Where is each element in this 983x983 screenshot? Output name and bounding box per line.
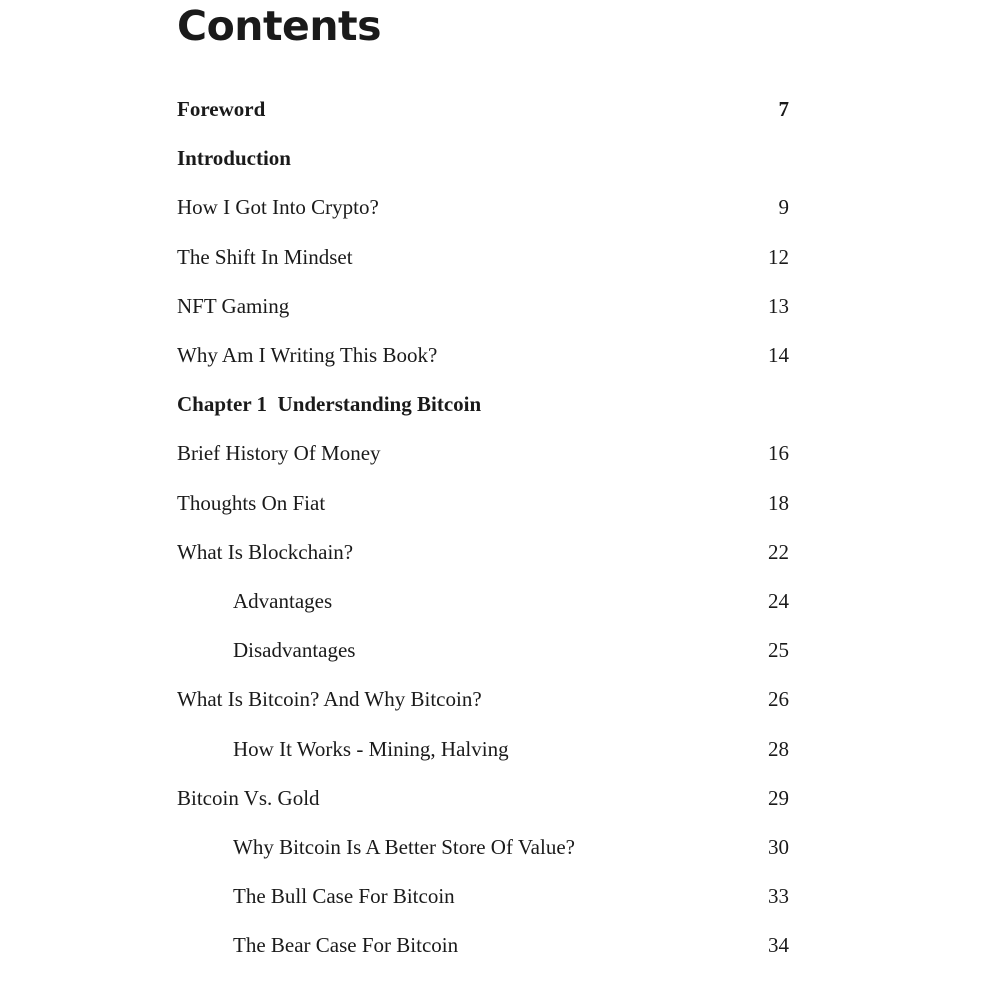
toc-subentry <box>177 577 789 626</box>
toc-entry-label: What Is Blockchain? <box>177 539 354 564</box>
toc-entry <box>177 233 789 282</box>
page-title: Contents <box>177 2 382 50</box>
toc-subentry <box>177 872 789 921</box>
toc-entry-page: 9 <box>778 195 789 220</box>
toc-entry-page: 22 <box>768 539 789 564</box>
toc-entry-page: 29 <box>768 785 789 810</box>
toc-entry-label: Bitcoin Vs. Gold <box>177 785 320 810</box>
toc-entry-label: The Bull Case For Bitcoin <box>233 884 455 909</box>
toc-entry-page: 28 <box>768 736 789 761</box>
toc-entry-page: 12 <box>768 244 789 269</box>
toc-entry-label: Disadvantages <box>233 638 356 663</box>
toc-entry-page: 13 <box>768 293 789 318</box>
toc-entry-label: Thoughts On Fiat <box>177 490 326 515</box>
toc-entry-label: Chapter 1 Understanding Bitcoin <box>177 392 482 417</box>
toc-entry-label: Why Am I Writing This Book? <box>177 343 438 368</box>
toc-entry <box>177 282 789 331</box>
toc-entry-label: Advantages <box>233 588 333 613</box>
toc-entry-label: NFT Gaming <box>177 293 290 318</box>
toc-subentry <box>177 921 789 970</box>
toc-entry-page: 26 <box>768 687 789 712</box>
toc-subentry <box>177 626 789 675</box>
toc-entry <box>177 429 789 478</box>
toc-entry-label: How It Works - Mining, Halving <box>233 736 509 761</box>
toc-subentry <box>177 823 789 872</box>
toc-entry-label: How I Got Into Crypto? <box>177 195 379 220</box>
toc-entry-label: Brief History Of Money <box>177 441 381 466</box>
toc-entry <box>177 85 789 134</box>
toc-entry-page: 18 <box>768 490 789 515</box>
toc-entry-label: Why Bitcoin Is A Better Store Of Value? <box>233 834 575 859</box>
toc-entry <box>177 774 789 823</box>
toc-entry-page: 24 <box>768 588 789 613</box>
toc-entry-page: 34 <box>768 933 789 958</box>
toc-entry-page: 16 <box>768 441 789 466</box>
toc-entry-page: 33 <box>768 884 789 909</box>
toc-entry <box>177 528 789 577</box>
toc-entry <box>177 479 789 528</box>
toc-entry-page: 7 <box>778 97 789 122</box>
toc-entry-label: The Shift In Mindset <box>177 244 353 269</box>
toc-entry <box>177 134 789 183</box>
toc-entry <box>177 331 789 380</box>
toc-entry-label: What Is Bitcoin? And Why Bitcoin? <box>177 687 482 712</box>
toc-entry <box>177 380 789 429</box>
toc-entry <box>177 675 789 724</box>
toc-entry <box>177 183 789 232</box>
toc-entry-page: 14 <box>768 343 789 368</box>
table-of-contents <box>177 85 789 970</box>
toc-entry-page: 30 <box>768 834 789 859</box>
toc-entry-label: The Bear Case For Bitcoin <box>233 933 459 958</box>
toc-subentry <box>177 724 789 773</box>
toc-entry-label: Introduction <box>177 146 291 171</box>
toc-entry-label: Foreword <box>177 97 266 122</box>
toc-entry-page: 25 <box>768 638 789 663</box>
